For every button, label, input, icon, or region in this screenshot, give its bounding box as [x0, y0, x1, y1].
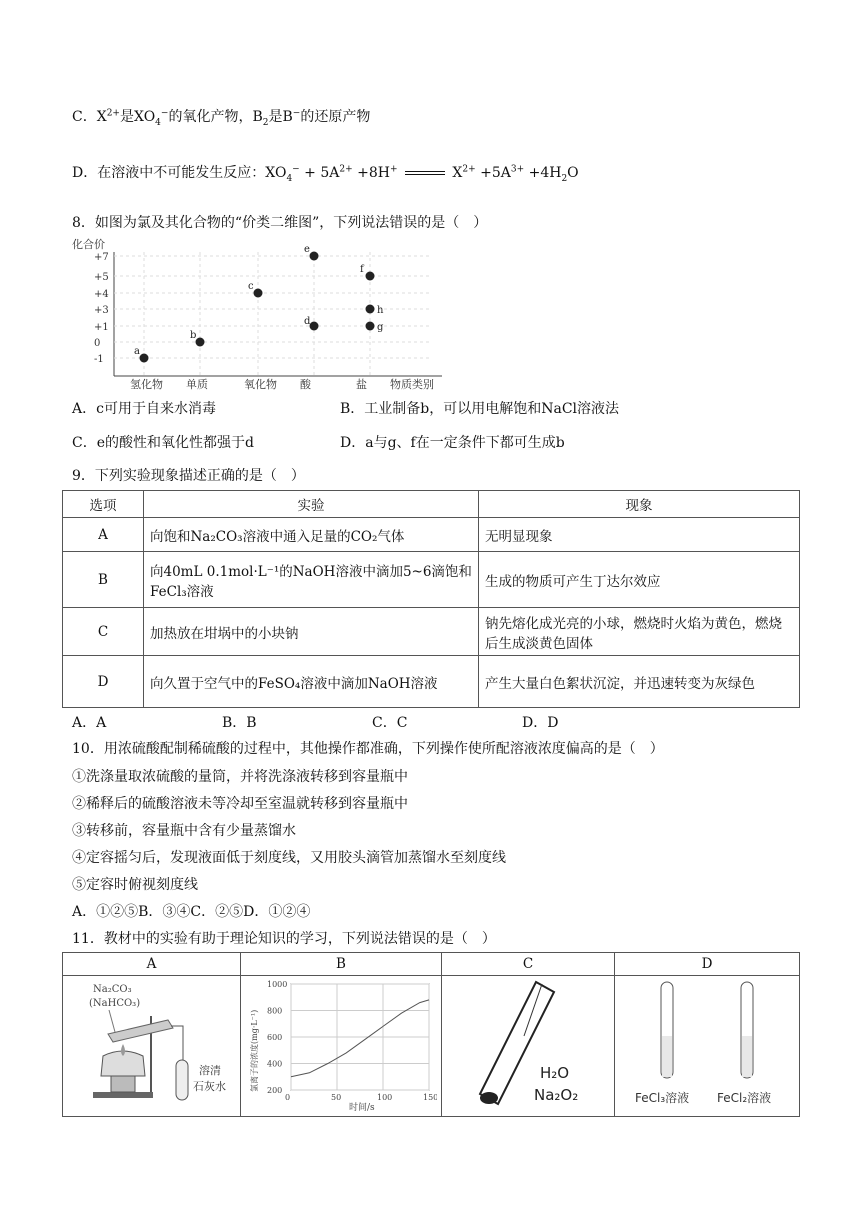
- figure-d-cell: [615, 976, 800, 1117]
- point-label-b: b: [190, 330, 197, 341]
- q9-answer-d: D．D: [522, 715, 559, 731]
- x-category-label: 单质: [186, 378, 208, 391]
- point-b: [196, 338, 205, 347]
- q10-item: ⑤定容时俯视刻度线: [72, 877, 198, 893]
- q11-stem: 11．教材中的实验有助于理论知识的学习，下列说法错误的是（ ）: [72, 931, 496, 947]
- table-cell: 钠先熔化成光亮的小球，燃烧时火焰为黄色，燃烧后生成淡黄色固体: [479, 608, 800, 656]
- q8-stem: 8．如图为氯及其化合物的“价类二维图”，下列说法错误的是（ ）: [72, 215, 488, 231]
- valence-category-chart: [72, 236, 452, 392]
- table-cell: 向40mL 0.1mol·L⁻¹的NaOH溶液中滴加5~6滴饱和FeCl₃溶液: [144, 552, 479, 608]
- table-header: D: [615, 953, 800, 976]
- svg-text:时间/s: 时间/s: [349, 1103, 375, 1112]
- figure-a-cell: [63, 976, 241, 1117]
- table-header: 实验: [144, 491, 479, 518]
- q9-answer-a: A．A: [72, 715, 107, 731]
- table-header: 现象: [479, 491, 800, 518]
- y-tick-label: 1000: [267, 980, 288, 989]
- table-cell: A: [63, 518, 144, 552]
- table-cell: B: [63, 552, 144, 608]
- x-category-label: 氢化物: [130, 378, 163, 391]
- y-tick-label: +5: [94, 272, 109, 283]
- point-g: [366, 322, 375, 331]
- q9-answer-b: B．B: [222, 715, 257, 731]
- table-header: C: [442, 953, 615, 976]
- y-tick-label: +1: [94, 322, 109, 333]
- heating-apparatus-figure: [63, 976, 238, 1112]
- y-tick-label: +7: [94, 252, 109, 263]
- y-tick-label: -1: [94, 354, 104, 365]
- point-f: [366, 272, 375, 281]
- chloride-concentration-chart: [241, 976, 437, 1112]
- svg-text:(NaHCO₃): (NaHCO₃): [89, 998, 141, 1009]
- table-cell: 产生大量白色絮状沉淀，并迅速转变为灰绿色: [479, 656, 800, 708]
- table-header: A: [63, 953, 241, 976]
- point-label-h: h: [377, 305, 384, 316]
- q9-table: [62, 490, 800, 708]
- q8-option-a: A．c可用于自来水消毒: [72, 401, 216, 417]
- chart-ylabel: 化合价: [72, 238, 105, 251]
- svg-text:氯离子的浓度(mg·L⁻¹): 氯离子的浓度(mg·L⁻¹): [250, 1009, 259, 1092]
- table-row: [63, 518, 800, 552]
- point-d: [310, 322, 319, 331]
- table-cell: 向饱和Na₂CO₃溶液中通入足量的CO₂气体: [144, 518, 479, 552]
- q10-stem: 10．用浓硫酸配制稀硫酸的过程中，其他操作都准确，下列操作使所配溶液浓度偏高的是（ ）: [72, 741, 664, 757]
- y-tick-label: 600: [267, 1033, 283, 1042]
- q7-option-d: D．在溶液中不可能发生反应：$XO_4^- + 5A^{2+} +8H^+$ $X^{2+} +5A^{3+} +4H_2O$: [72, 164, 579, 184]
- q8-option-c: C．e的酸性和氧化性都强于d: [72, 435, 254, 451]
- point-label-e: e: [304, 244, 310, 255]
- chart-xlabel: 物质类别: [390, 378, 434, 391]
- x-category-label: 酸: [300, 378, 311, 391]
- y-tick-label: 800: [267, 1006, 283, 1016]
- table-cell: D: [63, 656, 144, 708]
- point-label-d: d: [304, 316, 311, 327]
- y-tick-label: 400: [267, 1059, 283, 1069]
- svg-text:FeCl₂溶液: FeCl₂溶液: [717, 1091, 772, 1105]
- x-category-label: 氧化物: [244, 378, 277, 391]
- table-cell: 加热放在坩埚中的小块钠: [144, 608, 479, 656]
- figure-b-cell: [241, 976, 442, 1117]
- x-tick-label: 150: [423, 1093, 437, 1102]
- table-row: [63, 608, 800, 656]
- x-category-label: 盐: [356, 378, 367, 391]
- table-header: 选项: [63, 491, 144, 518]
- point-label-g: g: [377, 322, 384, 333]
- q9-answer-c: C．C: [372, 715, 408, 731]
- x-tick-label: 50: [331, 1093, 342, 1102]
- q10-item: ①洗涤量取浓硫酸的量筒，并将洗涤液转移到容量瓶中: [72, 769, 408, 785]
- point-label-a: a: [134, 346, 140, 357]
- point-e: [310, 252, 319, 261]
- svg-text:H₂O: H₂O: [540, 1064, 570, 1082]
- point-label-c: c: [248, 281, 254, 292]
- point-a: [140, 354, 149, 363]
- x-tick-label: 100: [377, 1093, 393, 1102]
- q7-option-c: C．$X^{2+}$是$XO_4^-$的氧化产物，$B_2$是B−的还原产物: [72, 108, 371, 128]
- y-tick-label: 0: [94, 338, 101, 349]
- q11-table: [62, 952, 800, 1117]
- y-tick-label: 200: [267, 1086, 283, 1095]
- svg-text:溶清: 溶清: [199, 1064, 221, 1077]
- q10-item: ③转移前，容量瓶中含有少量蒸馏水: [72, 823, 296, 839]
- y-tick-label: +3: [94, 305, 109, 316]
- q10-answers: A．①②⑤B．③④C．②⑤D．①②④: [72, 904, 311, 920]
- table-cell: C: [63, 608, 144, 656]
- test-tube-figure: [442, 976, 612, 1112]
- q9-stem: 9．下列实验现象描述正确的是（ ）: [72, 468, 305, 484]
- svg-text:石灰水: 石灰水: [193, 1080, 226, 1093]
- table-cell: 生成的物质可产生丁达尔效应: [479, 552, 800, 608]
- point-c: [254, 289, 263, 298]
- q10-item: ②稀释后的硫酸溶液未等冷却至室温就转移到容量瓶中: [72, 796, 408, 812]
- q10-item: ④定容摇匀后，发现液面低于刻度线，又用胶头滴管加蒸馏水至刻度线: [72, 850, 506, 866]
- table-cell: 无明显现象: [479, 518, 800, 552]
- point-h: [366, 305, 375, 314]
- q8-option-b: B．工业制备b，可以用电解饱和NaCl溶液法: [340, 401, 620, 417]
- x-tick-label: 0: [285, 1093, 291, 1102]
- svg-text:Na₂O₂: Na₂O₂: [534, 1086, 579, 1104]
- table-header: B: [241, 953, 442, 976]
- table-row: [63, 656, 800, 708]
- svg-text:FeCl₃溶液: FeCl₃溶液: [635, 1091, 690, 1105]
- svg-text:Na₂CO₃: Na₂CO₃: [93, 984, 132, 995]
- table-row: [63, 552, 800, 608]
- table-cell: 向久置于空气中的FeSO₄溶液中滴加NaOH溶液: [144, 656, 479, 708]
- y-tick-label: +4: [94, 289, 109, 300]
- point-label-f: f: [360, 264, 364, 275]
- q8-option-d: D．a与g、f在一定条件下都可生成b: [340, 435, 565, 451]
- test-tubes-figure: [615, 976, 799, 1112]
- figure-c-cell: [442, 976, 615, 1117]
